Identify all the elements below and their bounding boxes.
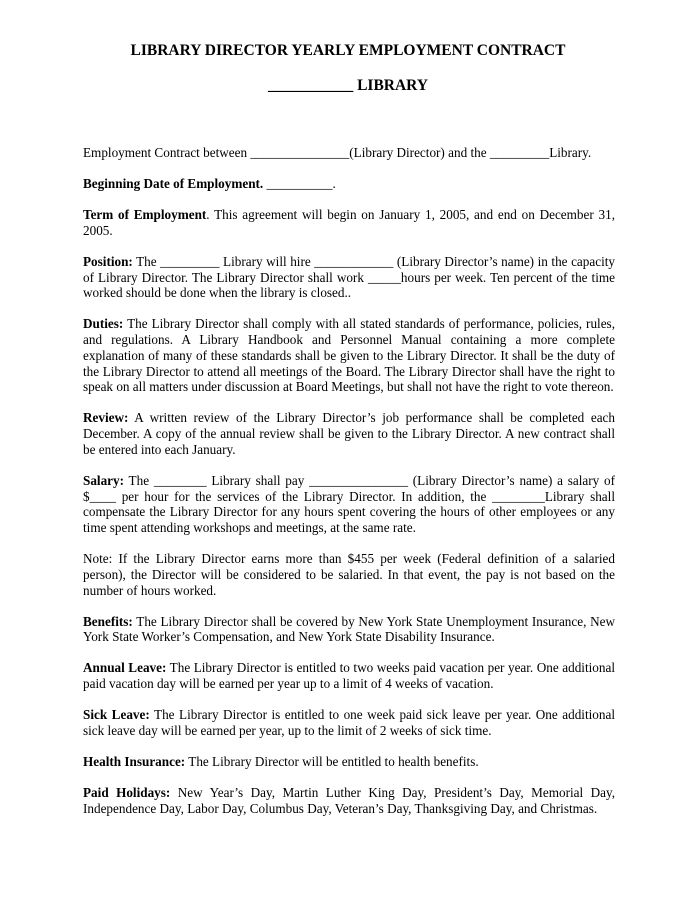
beginning-date-heading: Beginning Date of Employment. — [83, 176, 264, 192]
duties-paragraph: Duties: The Library Director shall comply with all stated standards of performance, policies, rules, and regulations. A Library Handbook and Personnel Manual containing a more complete explanation of many of these standards shall be given to the Library Director. It shall be the duty of the Library Director to attend all meetings of the Board. The Library Director shall have the right to speak on all matters under discussion at Board Meetings, but shall not have the right to vote thereon. — [83, 316, 615, 395]
health-insurance-paragraph: Health Insurance: The Library Director will be entitled to health benefits. — [83, 753, 479, 769]
salary-note-paragraph: Note: If the Library Director earns more than $455 per week (Federal definition of a salaried person), the Director will be considered to be salaried. In that event, the pay is not based on the number of hours worked. — [83, 551, 615, 598]
position-paragraph: Position: The _________ Library will hire ____________ (Library Director’s name) in the capacity of Library Director. The Library Director shall work _____hours per week. Ten percent of the time worked should be done when the library is closed.. — [83, 253, 615, 301]
benefits-heading: Benefits: — [83, 613, 133, 629]
sick-leave-heading: Sick Leave: — [83, 707, 150, 723]
contract-parties-paragraph: Employment Contract between _______________(Library Director) and the _________Library. — [83, 145, 592, 160]
salary-paragraph: Salary: The ________ Library shall pay _______________ (Library Director’s name) a salary of $____ per hour for the services of the Library Director. In addition, the ________Library shall compensate the Library Director for any hours spent covering the hours of other employees or any time spent attending workshops and meetings, at the same rate. — [83, 472, 615, 535]
paid-holidays-paragraph: Paid Holidays: New Year’s Day, Martin Luther King Day, President’s Day, Memorial Day, Independence Day, Labor Day, Columbus Day, Veteran’s Day, Thanksgiving Day, and Christmas. — [83, 785, 616, 816]
review-heading: Review: — [83, 410, 129, 426]
salary-heading: Salary: — [83, 472, 125, 488]
health-insurance-heading: Health Insurance: — [83, 753, 186, 769]
duties-heading: Duties: — [83, 316, 124, 332]
position-heading: Position: — [83, 253, 133, 269]
annual-leave-heading: Annual Leave: — [83, 660, 167, 676]
term-paragraph: Term of Employment. This agreement will begin on January 1, 2005, and end on December 31, 2005. — [83, 207, 615, 238]
review-paragraph: Review: A written review of the Library Director’s job performance shall be completed each December. A copy of the annual review shall be given to the Library Director. A new contract shall be entered into each January. — [83, 410, 615, 457]
sick-leave-paragraph: Sick Leave: The Library Director is entitled to one week paid sick leave per year. One additional sick leave day will be earned per year, up to the limit of 2 weeks of sick time. — [83, 707, 615, 738]
benefits-paragraph: Benefits: The Library Director shall be covered by New York State Unemployment Insurance, New York State Worker’s Compensation, and New York State Disability Insurance. — [83, 613, 615, 645]
term-heading: Term of Employment — [83, 207, 207, 223]
paid-holidays-heading: Paid Holidays: — [83, 785, 171, 801]
document-subtitle: ___________ LIBRARY — [267, 77, 429, 94]
beginning-date-paragraph: Beginning Date of Employment. __________. — [83, 176, 336, 192]
document-title: LIBRARY DIRECTOR YEARLY EMPLOYMENT CONTRACT — [130, 42, 566, 59]
annual-leave-paragraph: Annual Leave: The Library Director is entitled to two weeks paid vacation per year. One additional paid vacation day will be earned per year up to a limit of 4 weeks of vacation. — [83, 660, 615, 692]
document-body — [83, 145, 615, 832]
